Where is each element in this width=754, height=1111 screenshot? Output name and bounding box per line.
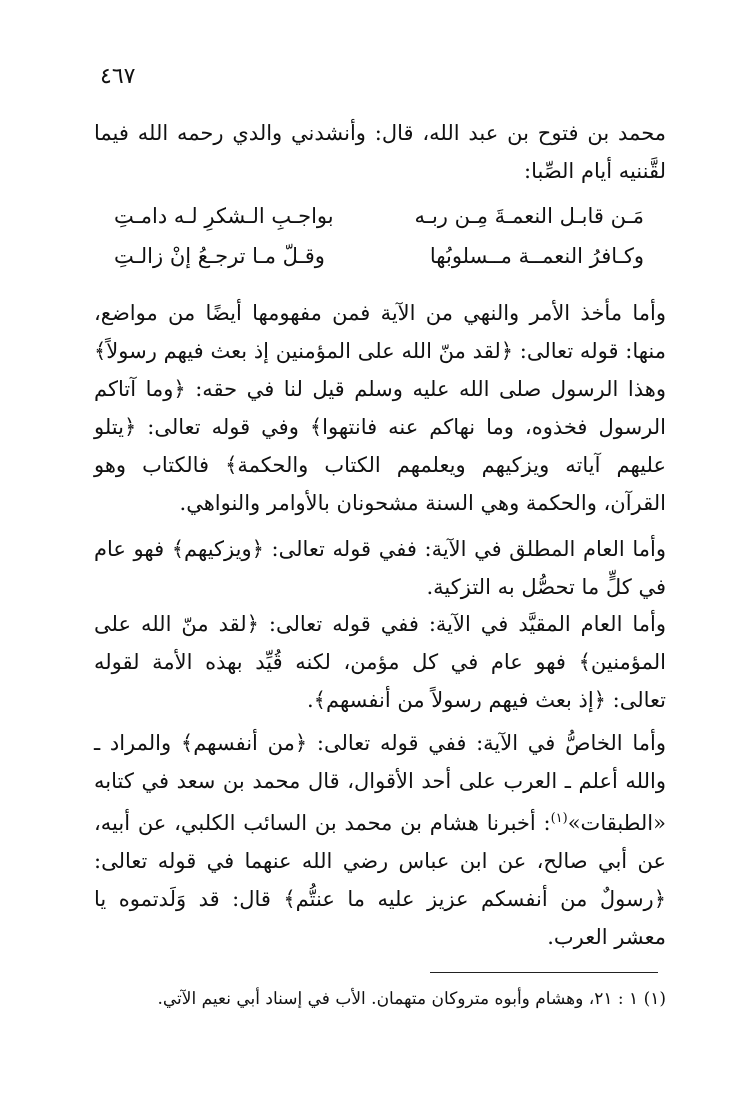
poem-verses (114, 196, 644, 276)
verse-2-second-hemistich: وقـلّ مـا ترجـعُ إنْ زالـتِ (114, 244, 325, 268)
verse-1-second-hemistich: بواجـبِ الـشكرِ لـه دامـتِ (114, 204, 334, 228)
verse-2-first-hemistich: وكـافرُ النعمــة مــسلوبُها (429, 244, 644, 268)
verse-line-1 (114, 196, 644, 236)
verse-line-2 (114, 236, 644, 276)
verse-1-first-hemistich: مَـن قابـل النعمـةَ مِـن ربـه (414, 204, 644, 228)
paragraph-specific-part-1: وأما الخاصُّ في الآية: ففي قوله تعالى: ﴿من أنفسهم﴾ والمراد ـ والله أعلم ـ العرب على أحد الأقوال، قال محمد بن سعد في كتابه «الطبقات» (94, 731, 666, 835)
paragraph-intro: محمد بن فتوح بن عبد الله، قال: وأنشدني والدي رحمه الله فيما لقَّننيه أيام الصِّبا: (94, 121, 666, 183)
paragraph-specific-part-2: : أخبرنا هشام بن محمد بن السائب الكلبي، عن أبيه، عن أبي صالح، عن ابن عباس رضي الله عنهما في قوله تعالى: ﴿رسولٌ من أنفسكم عزيز عليه ما عنتُّم﴾ قال: قد وَلَدتموه يا معشر العرب. (94, 811, 666, 949)
paragraph-general-absolute: وأما العام المطلق في الآية: ففي قوله تعالى: ﴿ويزكيهم﴾ فهو عام في كلٍّ ما تحصُّل به التزكية. (94, 537, 666, 599)
footnote-reference: (١) (550, 811, 568, 826)
footnote-text: (١) ١ : ٢١، وهشام وأبوه متروكان متهمان. الأب في إسناد أبي نعيم الآتي. (157, 989, 666, 1009)
paragraph-general-restricted: وأما العام المقيَّد في الآية: ففي قوله تعالى: ﴿لقد منّ الله على المؤمنين﴾ فهو عام في كل مؤمن، لكنه قُيِّد بهذه الأمة لقوله تعالى: ﴿إذ بعث فيهم رسولاً من أنفسهم﴾. (94, 612, 666, 712)
paragraph-specific (94, 724, 666, 956)
page-number: ٤٦٧ (100, 64, 136, 89)
paragraph-command-prohibition: وأما مأخذ الأمر والنهي من الآية فمن مفهومها أيضًا من مواضع، منها: قوله تعالى: ﴿لقد منّ الله على المؤمنين إذ بعث فيهم رسولاً﴾ وهذا الرسول صلى الله عليه وسلم قيل لنا في حقه: ﴿وما آتاكم الرسول فخذوه، وما نهاكم عنه فانتهوا﴾ وفي قوله تعالى: ﴿يتلو عليهم آياته ويزكيهم ويعلمهم الكتاب والحكمة﴾ فالكتاب وهو القرآن، والحكمة وهي السنة مشحونان بالأوامر والنواهي. (94, 301, 666, 515)
footnote-divider (430, 972, 658, 973)
